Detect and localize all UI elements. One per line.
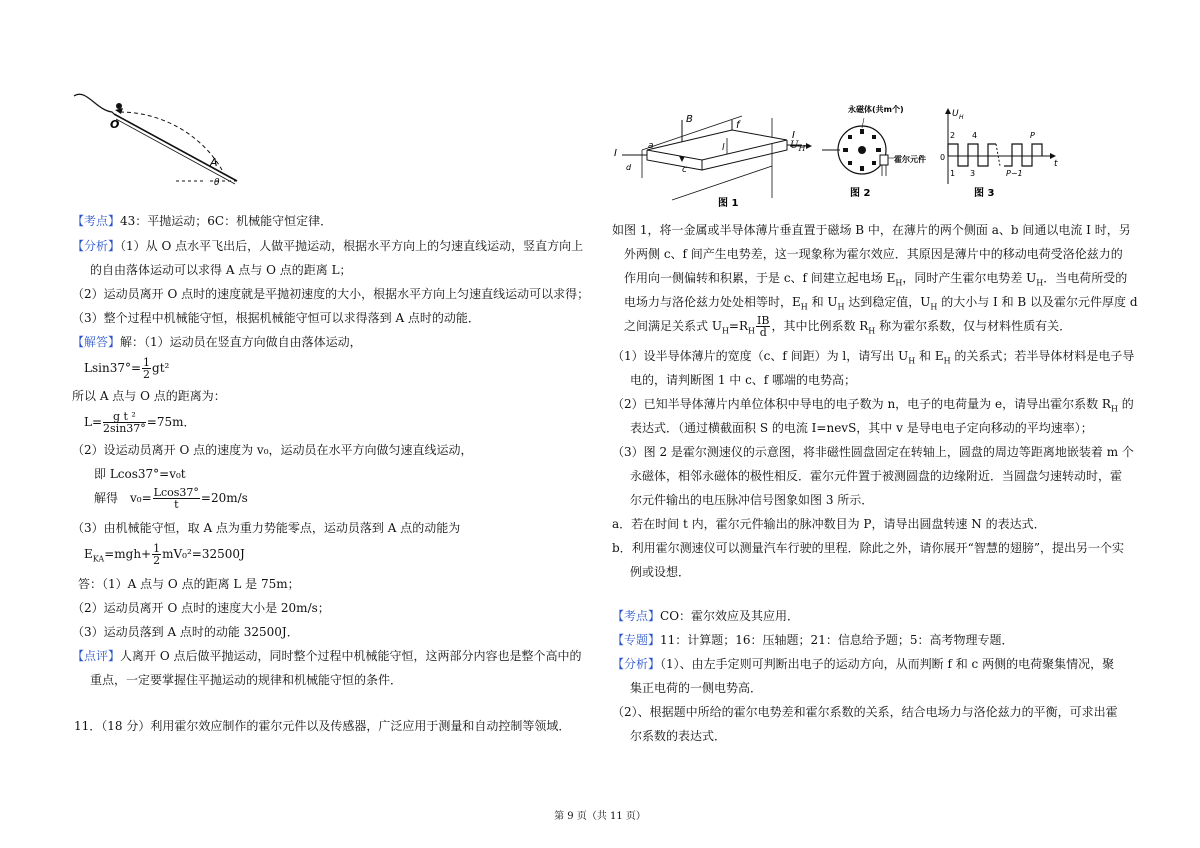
svg-text:P: P: [1030, 131, 1035, 140]
answer-2: （2）运动员离开 O 点时的速度大小是 20m/s；: [72, 601, 330, 615]
svg-text:U: U: [952, 109, 959, 119]
intro-p3: 作用向一侧偏转和积累，于是 c、f 间建立起电场 $E_H$，同时产生霍尔电势差 $U_H$．当电荷所受的: [624, 271, 1128, 288]
fenxi-text-1b: 的自由落体运动可以求得 A 点与 O 点的距离 L；: [90, 263, 352, 277]
svg-text:f: f: [736, 120, 740, 131]
svg-text:2: 2: [950, 131, 956, 140]
equation-4: 解得 v₀= $\frac{Lcos37^\circ}{t}$ =20m/s: [94, 486, 248, 511]
kaodian-tag: 【考点】: [72, 214, 121, 228]
fenxi-text-3: （3）整个过程中机械能守恒，根据机械能守恒可以求得落到 A 点时的动能．: [72, 311, 480, 325]
so-text: 所以 A 点与 O 点的距离为：: [72, 389, 226, 403]
svg-text:0: 0: [940, 153, 946, 162]
fenxi-line-right-2: 集正电荷的一侧电势高．: [630, 681, 763, 695]
answer-1: 答：（1）A 点与 O 点的距离 L 是 75m；: [78, 577, 300, 591]
fenxi-tag: 【分析】: [72, 239, 121, 253]
intro-p4: 电场力与洛伦兹力处处相等时，$E_H$ 和 $U_H$ 达到稳定值，$U_H$ 的大小与 I 和 B 以及霍尔元件厚度 d: [624, 295, 1138, 312]
intro-p1: 如图 1，将一金属或半导体薄片垂直置于磁场 B 中，在薄片的两个侧面 a、b 间通以电流 I 时，另: [612, 223, 1131, 237]
svg-text:H: H: [959, 114, 964, 121]
svg-text:d: d: [626, 163, 632, 172]
svg-text:t: t: [1054, 159, 1058, 169]
fig-label-o: O: [110, 118, 120, 131]
fenxi-line-right-3: （2）、根据题中所给的霍尔电势差和霍尔系数的关系，结合电场力与洛伦兹力的平衡，可求出霍: [612, 705, 1118, 719]
figure-2-hall-tachometer: [820, 100, 930, 200]
svg-text:l: l: [722, 143, 725, 153]
fenxi-line-right-1: 【分析】（1）、由左手定则可判断出电子的运动方向，从而判断 f 和 c 两侧的电荷聚集情况，聚: [612, 657, 1115, 671]
svg-text:I: I: [792, 130, 795, 141]
dianping-line-1: 【点评】人离开 O 点后做平抛运动，同时整个过程中机械能守恒，这两部分内容也是整个高中的: [72, 649, 582, 663]
svg-text:图 2: 图 2: [850, 188, 871, 199]
jieda-line-1: [72, 334, 362, 350]
svg-text:霍尔元件: 霍尔元件: [894, 155, 926, 164]
svg-text:3: 3: [970, 169, 976, 178]
intro-p5: 之间满足关系式 $U_H=R_H$ $\frac{IB}{d}$ ，其中比例系数 $R_H$ 称为霍尔系数，仅与材料性质有关．: [624, 314, 1072, 339]
svg-text:c: c: [682, 165, 687, 175]
jieda-text-2: （2）设运动员离开 O 点的速度为 v₀，运动员在水平方向做匀速直线运动，: [72, 443, 473, 457]
jieda-tag: 【解答】: [72, 335, 121, 349]
svg-text:B: B: [686, 114, 693, 125]
fenxi-line-1: [72, 238, 583, 254]
page-footer: 第 9 页（共 11 页）: [554, 811, 646, 822]
equation-1: Lsin37°= $\frac{1}{2}$ gt²: [84, 356, 170, 381]
figure-3-pulse-signal: [934, 100, 1064, 200]
equation-2: L= $\frac{\text{g t ²}}{2\sin 37^\circ}$ =75m．: [84, 410, 196, 435]
question-b2: 例或设想．: [630, 565, 691, 579]
fig-label-a: A: [210, 156, 218, 169]
svg-text:图 1: 图 1: [718, 198, 739, 208]
jieda-text-3: （3）由机械能守恒，取 A 点为重力势能零点，运动员落到 A 点的动能为: [72, 521, 461, 535]
question-1a: （1）设半导体薄片的宽度（c、f 间距）为 l，请写出 $U_H$ 和 $E_H$ 的关系式；若半导体材料是电子导: [612, 349, 1135, 366]
svg-text:a: a: [648, 141, 654, 151]
svg-text:永磁体(共m个): 永磁体(共m个): [848, 105, 904, 114]
equation-5: $E_{KA}=mgh+$ $\frac{1}{2}$ mV₀²=32500J: [84, 542, 245, 567]
question-2b: 表达式．（通过横截面积 S 的电流 I=nevS，其中 v 是导电电子定向移动的平均速率）；: [630, 421, 1093, 435]
dianping-tag: 【点评】: [72, 649, 121, 663]
question-b1: b．利用霍尔测速仪可以测量汽车行驶的里程．除此之外，请你展开“智慧的翅膀”，提出另一个实: [612, 541, 1124, 555]
ski-jump-figure: [72, 90, 262, 190]
zhuanti-line: 【专题】11：计算题；16：压轴题；21：信息给予题；5：高考物理专题．: [612, 633, 1014, 647]
svg-text:I: I: [614, 148, 617, 159]
question-3b: 永磁体，相邻永磁体的极性相反．霍尔元件置于被测圆盘的边缘附近．当圆盘匀速转动时，霍: [630, 469, 1123, 483]
kaodian-line-right: 【考点】CO：霍尔效应及其应用．: [612, 609, 800, 623]
figure-1-hall-plate: [612, 108, 812, 208]
svg-text:图 3: 图 3: [974, 188, 995, 199]
fenxi-text-2: （2）运动员离开 O 点时的速度就是平抛初速度的大小，根据水平方向上匀速直线运动可以求得；: [72, 287, 590, 301]
answer-3: （3）运动员落到 A 点时的动能 32500J．: [72, 625, 299, 639]
question-a: a．若在时间 t 内，霍尔元件输出的脉冲数目为 P，请导出圆盘转速 N 的表达式．: [612, 517, 1046, 531]
fenxi-text-1a: （1）从 O 点水平飞出后，人做平抛运动，根据水平方向上的匀速直线运动，竖直方向上: [120, 239, 584, 253]
question-3c: 尔元件输出的电压脉冲信号图象如图 3 所示．: [630, 493, 874, 507]
svg-text:1: 1: [950, 169, 956, 178]
fig1-uh-label: $U_H$: [790, 140, 806, 153]
question-2a: （2）已知半导体薄片内单位体积中导电的电子数为 n，电子的电荷量为 e，请导出霍尔系数 $R_H$ 的: [612, 397, 1134, 414]
kaodian-line: [72, 213, 332, 229]
question-1b: 电的，请判断图 1 中 c、f 哪端的电势高；: [630, 373, 857, 387]
kaodian-text: 43：平抛运动；6C：机械能守恒定律．: [120, 214, 333, 228]
jieda-text-1: 解：（1）运动员在竖直方向做自由落体运动，: [120, 335, 362, 349]
fenxi-line-right-4: 尔系数的表达式．: [630, 729, 727, 743]
equation-3: 即 Lcos37°=v₀t: [94, 467, 186, 481]
fig-label-theta: θ: [214, 178, 220, 188]
dianping-line-2: 重点，一定要掌握住平抛运动的规律和机械能守恒的条件．: [90, 673, 403, 687]
question-11: 11．（18 分）利用霍尔效应制作的霍尔元件以及传感器，广泛应用于测量和自动控制等领域．: [74, 719, 571, 733]
svg-text:4: 4: [972, 131, 978, 140]
svg-text:P−1: P−1: [1006, 169, 1023, 178]
question-3a: （3）图 2 是霍尔测速仪的示意图，将非磁性圆盘固定在转轴上，圆盘的周边等距离地嵌装着 m 个: [612, 445, 1134, 459]
intro-p2: 外两侧 c、f 间产生电势差，这一现象称为霍尔效应．其原因是薄片中的移动电荷受洛伦兹力的: [624, 247, 1123, 261]
